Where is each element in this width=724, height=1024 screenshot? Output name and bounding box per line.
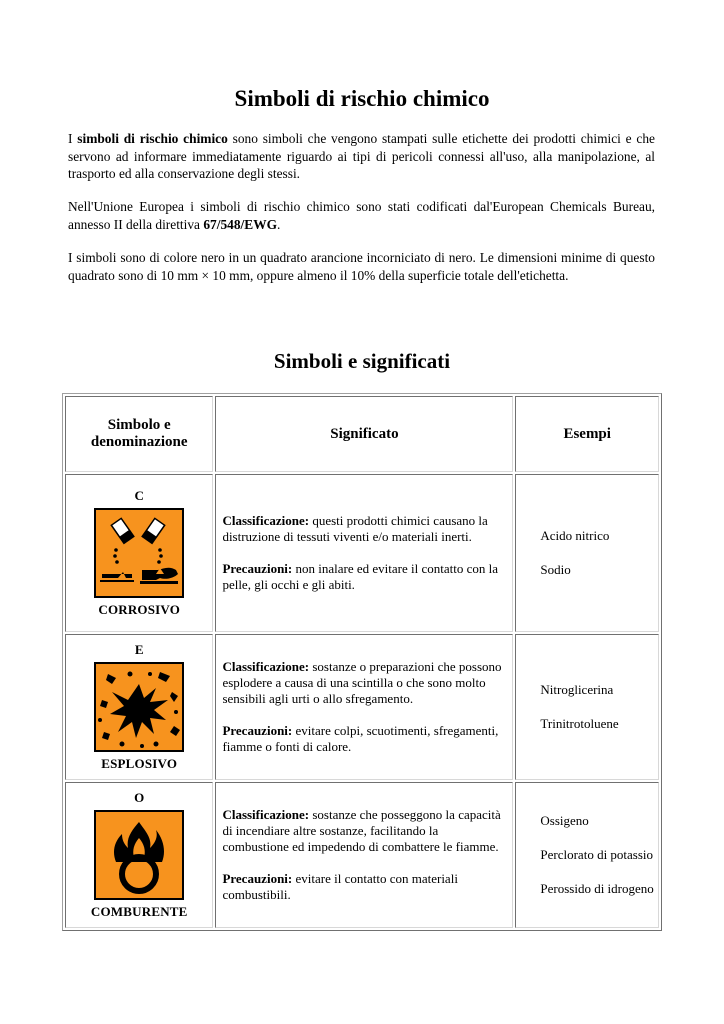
- header-meaning: Significato: [215, 396, 513, 472]
- example-item: Ossigeno: [540, 813, 589, 828]
- table-row: [65, 474, 659, 632]
- meaning-cell: [215, 634, 513, 780]
- precautions-text: Precauzioni: evitare il contatto con materiali combustibili.: [222, 871, 458, 902]
- examples-cell: [515, 634, 659, 780]
- page-title: Simboli di rischio chimico: [234, 86, 490, 111]
- classification-text: Classificazione: sostanze che posseggono la capacità di incendiare altre sostanze, facilitando la combustione ed impedendo di combattere le fiamme.: [222, 807, 501, 854]
- symbol-name: CORROSIVO: [98, 602, 181, 617]
- symbol-name: ESPLOSIVO: [101, 756, 178, 771]
- header-examples: Esempi: [515, 396, 659, 472]
- directive-code: 67/548/EWG: [203, 216, 278, 232]
- precautions-text: Precauzioni: evitare colpi, scuotimenti, sfregamenti, fiamme o fonti di calore.: [222, 723, 499, 754]
- intro-paragraph-2: Nell'Unione Europea i simboli di rischio chimico sono stati codificati dal'European Chemicals Bureau, annesso II della direttiva 67/548/EWG.: [68, 199, 655, 232]
- example-item: Sodio: [540, 562, 571, 577]
- symbol-code: E: [134, 642, 144, 657]
- meaning-cell: [215, 474, 513, 632]
- symbol-code: C: [134, 488, 144, 503]
- explosive-icon: [94, 662, 184, 752]
- example-item: Perossido di idrogeno: [540, 881, 654, 896]
- classification-text: Classificazione: questi prodotti chimici causano la distruzione di tessuti viventi e/o materiali inerti.: [222, 513, 488, 544]
- symbol-name: COMBURENTE: [90, 904, 188, 919]
- example-item: Trinitrotoluene: [540, 716, 619, 731]
- symbol-cell: [65, 634, 213, 780]
- symbol-cell: [65, 782, 213, 928]
- intro-paragraph-3: I simboli sono di colore nero in un quadrato arancione incorniciato di nero. Le dimensioni minime di questo quadrato sono di 10 mm × 10 mm, oppure almeno il 10% della superficie totale dell'etichetta.: [68, 250, 655, 283]
- classification-text: Classificazione: sostanze o preparazioni che possono esplodere a causa di una scintilla o che sono molto sensibili agli urti o allo sfregamento.: [222, 659, 502, 706]
- table-row: [65, 782, 659, 928]
- symbols-table: [62, 393, 662, 931]
- precautions-text: Precauzioni: non inalare ed evitare il contatto con la pelle, gli occhi e gli abiti.: [222, 561, 498, 592]
- table-row: [65, 634, 659, 780]
- example-item: Perclorato di potassio: [540, 847, 654, 862]
- example-item: Acido nitrico: [540, 528, 610, 543]
- header-symbol: Simbolo e denominazione: [65, 396, 213, 472]
- oxidizing-flame-icon: [94, 810, 184, 900]
- meaning-cell: [215, 782, 513, 928]
- table-header-row: [65, 396, 659, 472]
- intro-term: simboli di rischio chimico: [77, 131, 228, 146]
- examples-cell: [515, 782, 659, 928]
- symbol-code: O: [134, 790, 145, 805]
- examples-cell: [515, 474, 659, 632]
- symbol-cell: [65, 474, 213, 632]
- section-title: Simboli e significati: [273, 349, 451, 373]
- intro-paragraph-1: I simboli di rischio chimico sono simboli che vengono stampati sulle etichette dei prodotti chimici e che servono ad informare immediatamente riguardo ai tipi di pericoli connessi all'uso, alla manipolazione, al trasporto ed alla conservazione degli stessi.: [68, 131, 656, 181]
- corrosive-icon: [94, 508, 184, 598]
- example-item: Nitroglicerina: [540, 682, 614, 697]
